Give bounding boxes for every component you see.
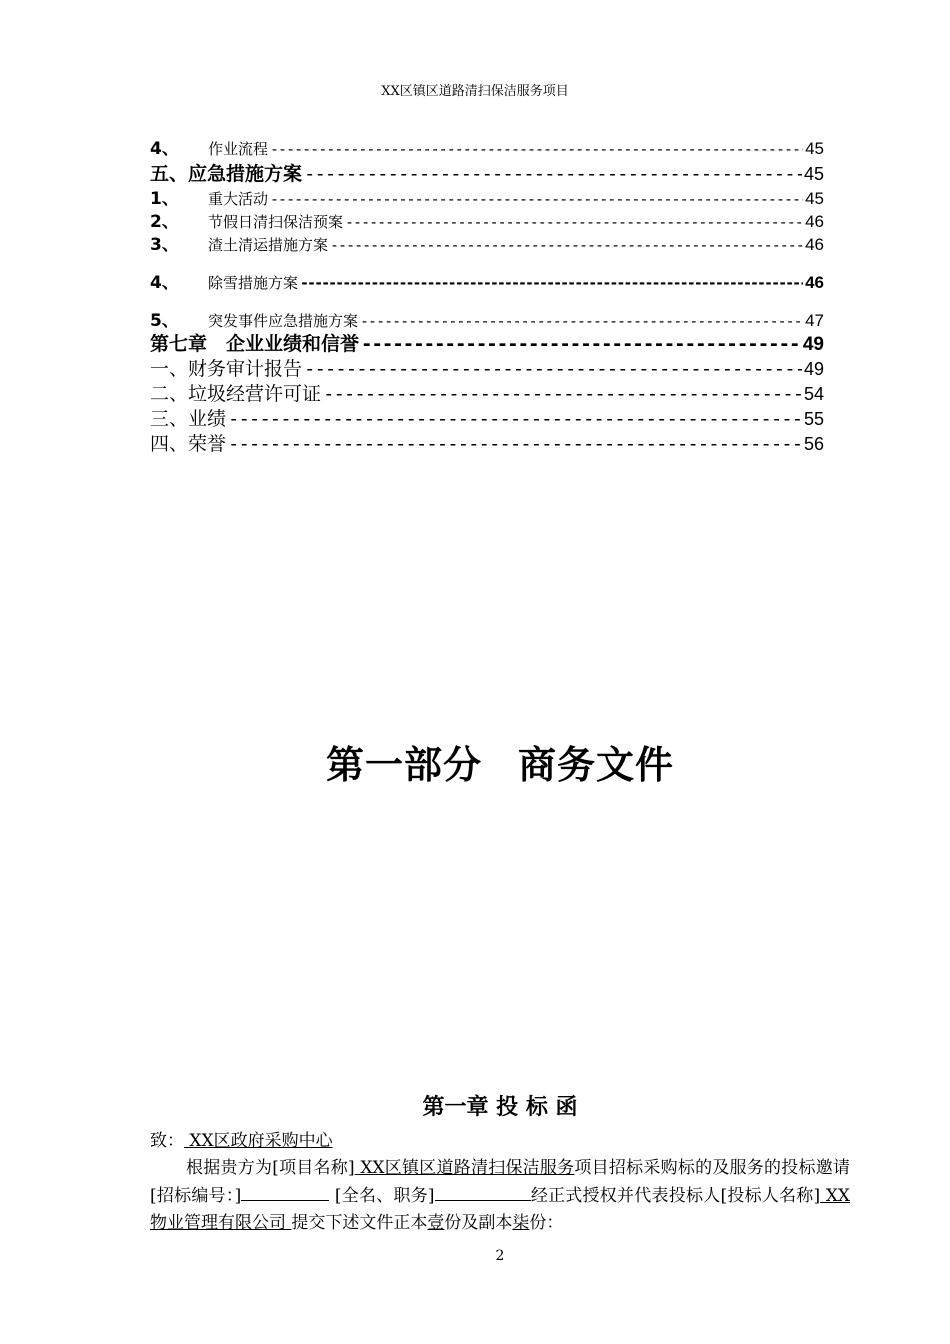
toc-leader <box>300 274 803 292</box>
letter-paragraph <box>150 1155 850 1237</box>
para-text: 提交下述文件正本 <box>291 1213 428 1233</box>
toc-label: 重大活动 <box>208 190 269 207</box>
duplicate-copies: 柒 <box>512 1213 530 1233</box>
toc-row[interactable] <box>150 404 824 429</box>
recipient-value: XX区政府采购中心 <box>184 1131 333 1151</box>
para-text: 经正式授权并代表投标人[投标人名称] <box>530 1186 821 1206</box>
toc-label: 渣土清运措施方案 <box>208 236 329 253</box>
page-number: 2 <box>495 1248 505 1264</box>
toc-label: 一、财务审计报告 <box>150 358 303 379</box>
toc-label: 四、荣誉 <box>150 433 227 454</box>
name-title-blank[interactable] <box>435 1182 531 1201</box>
para-text: [全名、职务] <box>329 1186 435 1206</box>
toc-row[interactable] <box>150 207 824 230</box>
toc-label: 二、垃圾经营许可证 <box>150 383 322 404</box>
toc-row[interactable] <box>150 429 824 454</box>
page-header: XX区镇区道路清扫保洁服务项目 <box>381 84 569 99</box>
project-name: XX区镇区道路清扫保洁服务 <box>354 1158 575 1178</box>
toc-leader <box>360 312 803 329</box>
toc-page: 49 <box>802 334 824 354</box>
para-text: 份及副本 <box>444 1213 513 1233</box>
toc-row[interactable] <box>150 184 824 207</box>
toc-row[interactable] <box>150 306 824 329</box>
part-title-right: 商务文件 <box>518 743 675 787</box>
toc-leader <box>228 408 802 429</box>
part-title <box>0 734 950 789</box>
toc-number: 4、 <box>150 273 179 292</box>
toc-leader <box>330 236 803 253</box>
toc-row[interactable] <box>150 329 824 354</box>
toc-page: 46 <box>805 273 824 292</box>
toc-row[interactable] <box>150 268 824 292</box>
toc-leader <box>270 190 803 207</box>
para-text: 份： <box>529 1213 564 1233</box>
para-text: 项目招标采购标的及服务的投标邀请[招标编号：] <box>150 1158 851 1206</box>
toc-number: 5、 <box>150 311 179 329</box>
letter-recipient <box>150 1128 850 1155</box>
toc-label: 突发事件应急措施方案 <box>208 312 359 329</box>
table-of-contents <box>150 134 824 454</box>
toc-number: 4、 <box>150 139 179 157</box>
toc-leader <box>361 333 801 354</box>
toc-leader <box>323 383 802 404</box>
toc-page: 46 <box>805 235 824 253</box>
toc-page: 47 <box>805 311 824 329</box>
toc-label: 五、应急措施方案 <box>150 163 303 184</box>
toc-row[interactable] <box>150 159 824 184</box>
toc-leader <box>345 213 803 230</box>
toc-label: 节假日清扫保洁预案 <box>208 213 344 230</box>
bid-letter <box>150 1128 850 1237</box>
toc-number: 1、 <box>150 189 179 207</box>
toc-leader <box>304 163 802 184</box>
original-copies: 壹 <box>427 1213 445 1233</box>
toc-page: 55 <box>803 409 824 429</box>
toc-page: 49 <box>803 359 824 379</box>
toc-leader <box>228 433 802 454</box>
toc-page: 45 <box>803 164 824 184</box>
recipient-label: 致： <box>150 1131 184 1151</box>
part-title-left: 第一部分 <box>325 743 482 787</box>
toc-leader <box>304 358 802 379</box>
toc-row[interactable] <box>150 379 824 404</box>
toc-page: 54 <box>803 384 824 404</box>
company-name: XX物业管理有限公司 <box>150 1186 851 1233</box>
toc-label: 第七章 企业业绩和信誉 <box>150 333 360 354</box>
tender-number-blank[interactable] <box>241 1182 329 1201</box>
toc-label: 作业流程 <box>208 140 269 157</box>
toc-row[interactable] <box>150 230 824 253</box>
toc-page: 56 <box>803 434 824 454</box>
chapter-title: 第一章 投 标 函 <box>422 1095 578 1120</box>
toc-label: 三、业绩 <box>150 408 227 429</box>
toc-label: 除雪措施方案 <box>208 274 299 292</box>
toc-number: 3、 <box>150 235 179 253</box>
toc-row[interactable] <box>150 134 824 157</box>
toc-row[interactable] <box>150 354 824 379</box>
toc-page: 45 <box>805 189 824 207</box>
toc-number: 2、 <box>150 212 179 230</box>
toc-leader <box>270 140 803 157</box>
para-text: 根据贵方为[项目名称] <box>186 1158 355 1178</box>
toc-page: 46 <box>805 212 824 230</box>
toc-page: 45 <box>805 139 824 157</box>
